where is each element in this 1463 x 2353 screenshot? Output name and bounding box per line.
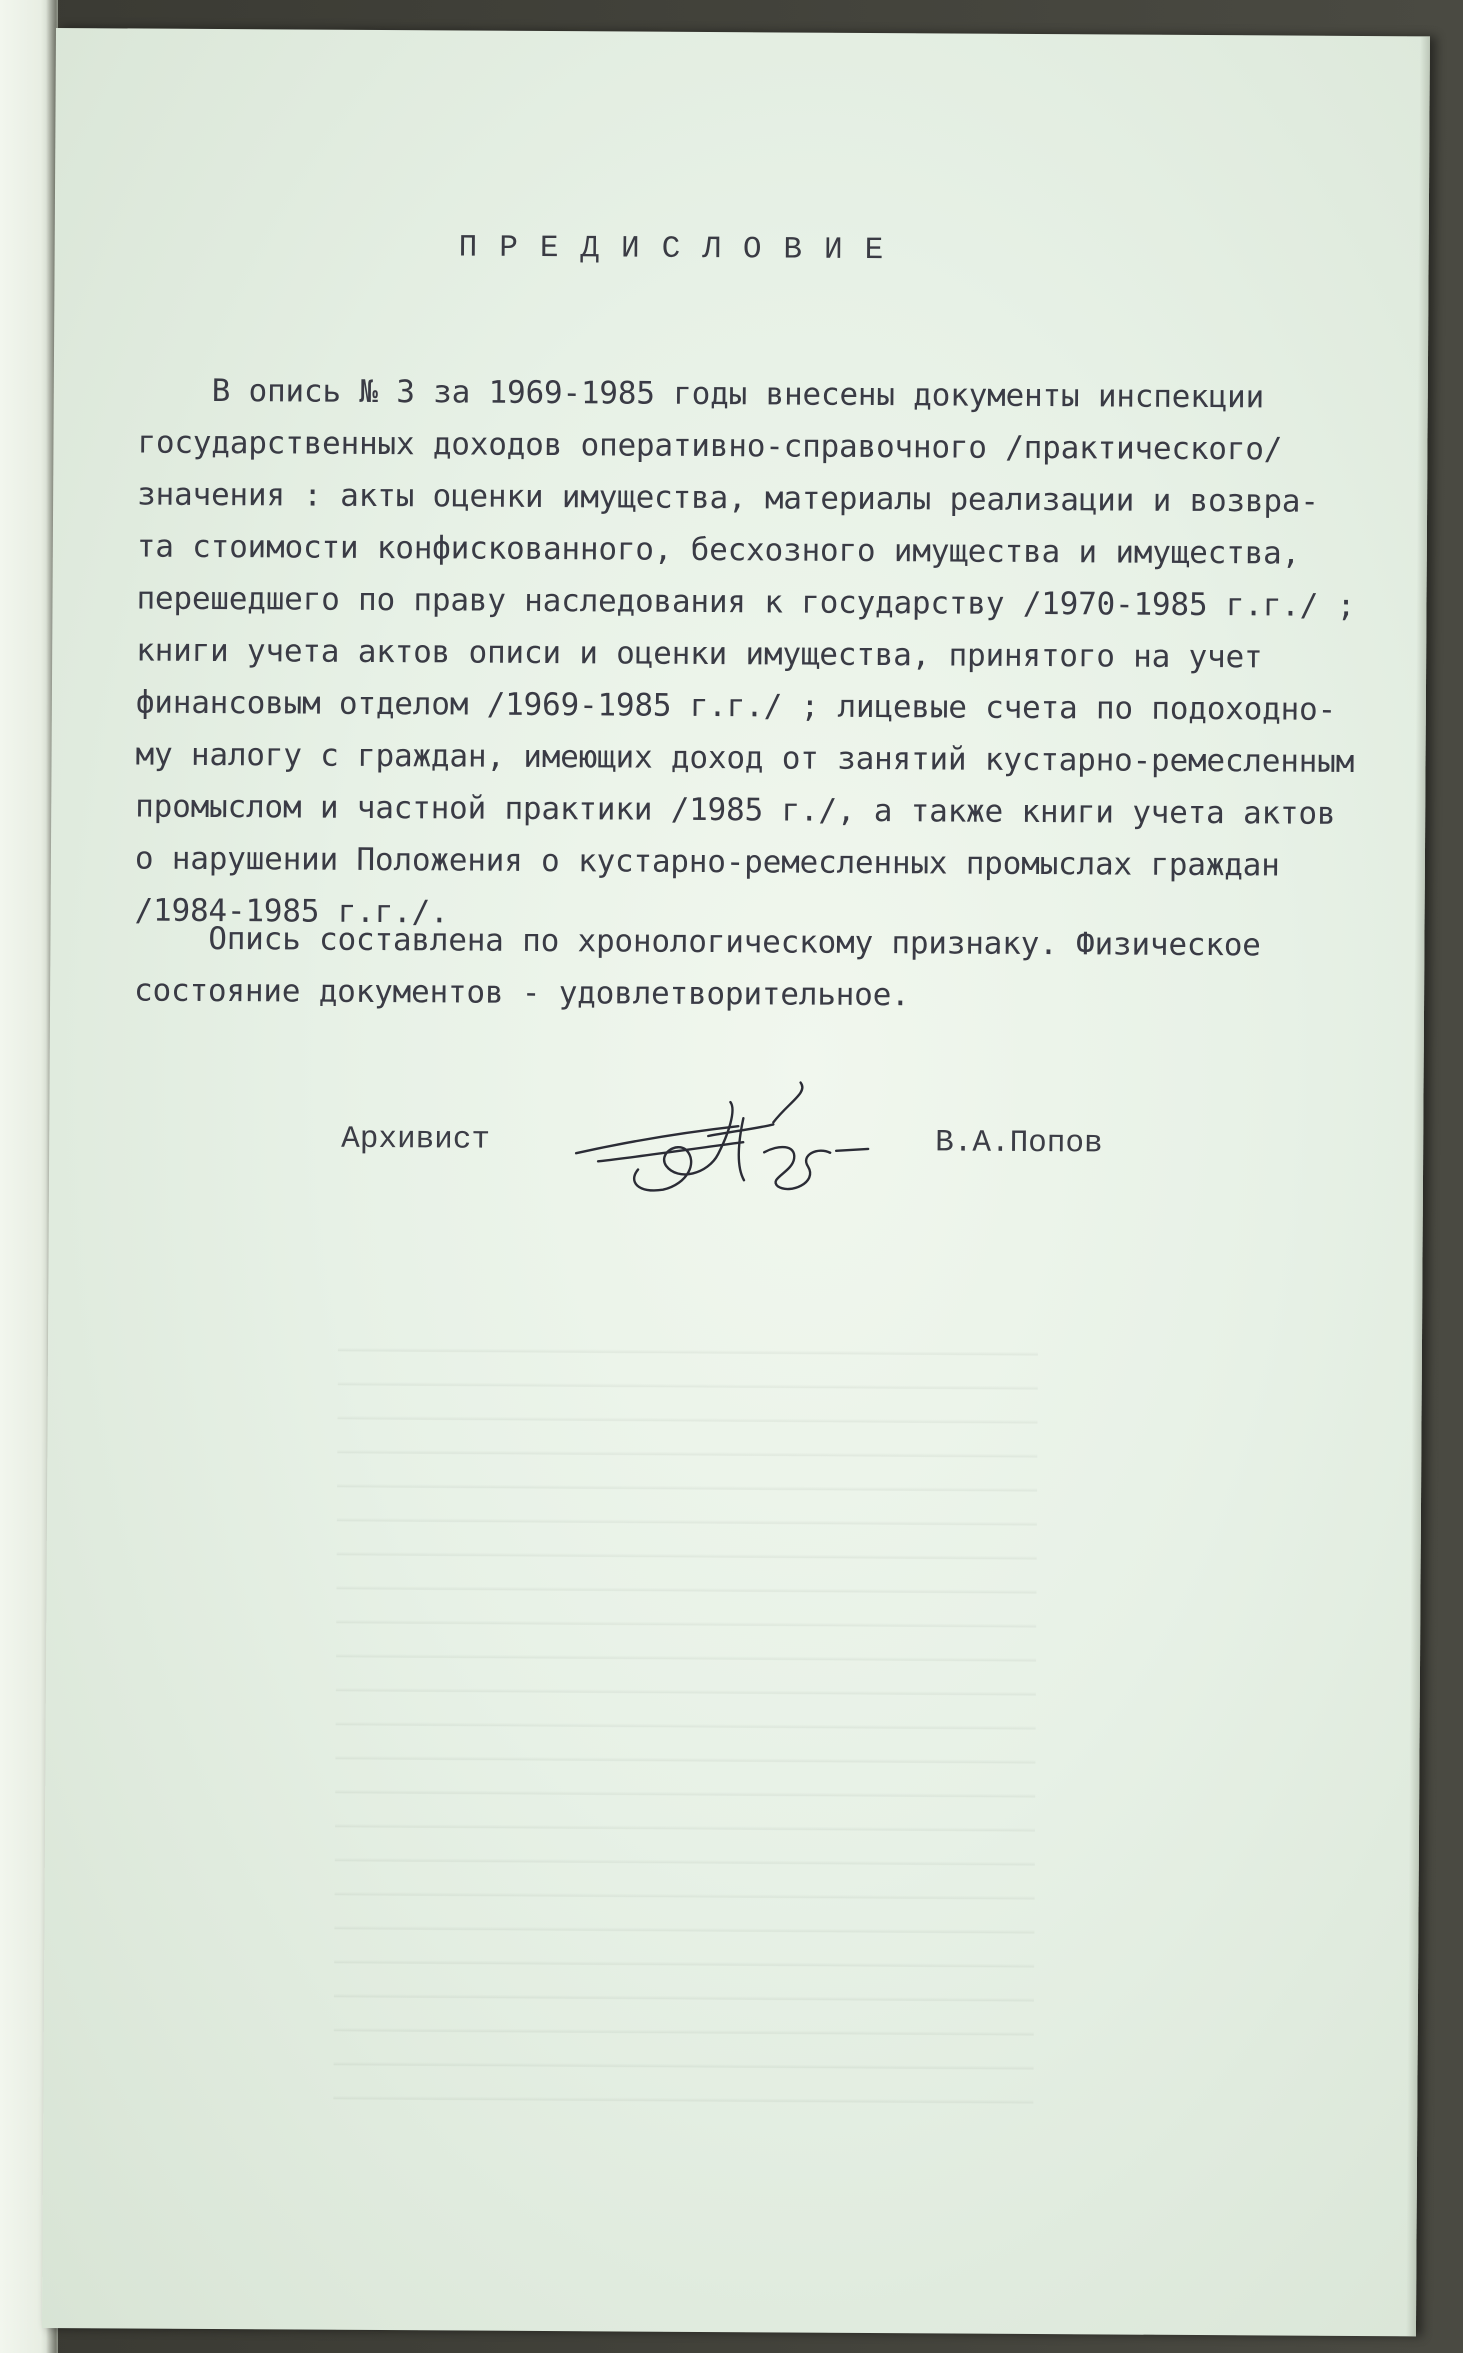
signatory-name: В.А.Попов [935,1125,1103,1162]
sheet-edge [1406,36,1430,2336]
page-title: ПРЕДИСЛОВИЕ [458,230,906,269]
preface-paragraph-2: Опись составлена по хронологическому признаку. Физическое состояние документов - удовлетворительное. [134,920,1261,1014]
document-sheet [42,28,1430,2336]
reverse-side-bleed-through [333,1330,1038,2134]
typed-text-area [90,28,1390,1162]
preface-paragraph-1: В опись № 3 за 1969-1985 годы внесены документы инспекции государственных доходов оперативно-справочного /практического/ значения : акты оценки имущества, материалы реализации и возвра- та стоимости конфискованного, бесхозного имущества и имущества, перешедшего по праву наследования к государству /1970-1985 г.г./ ; книги учета актов описи и оценки имущества, принятого на учет финансовым отделом /1969-1985 г.г./ ; лицевые счета по подоходно- му налогу с граждан, имеющих доход от занятий кустарно-ремесленным промыслом и частной практики /1985 г./, а также книги учета актов о нарушении Положения о кустарно-ремесленных промыслах граждан /1984-1985 г.г./. [134,372,1356,931]
signature-block [83,1108,1384,1236]
signatory-role: Архивист [341,1121,491,1158]
handwritten-signature-icon [568,1061,899,1213]
